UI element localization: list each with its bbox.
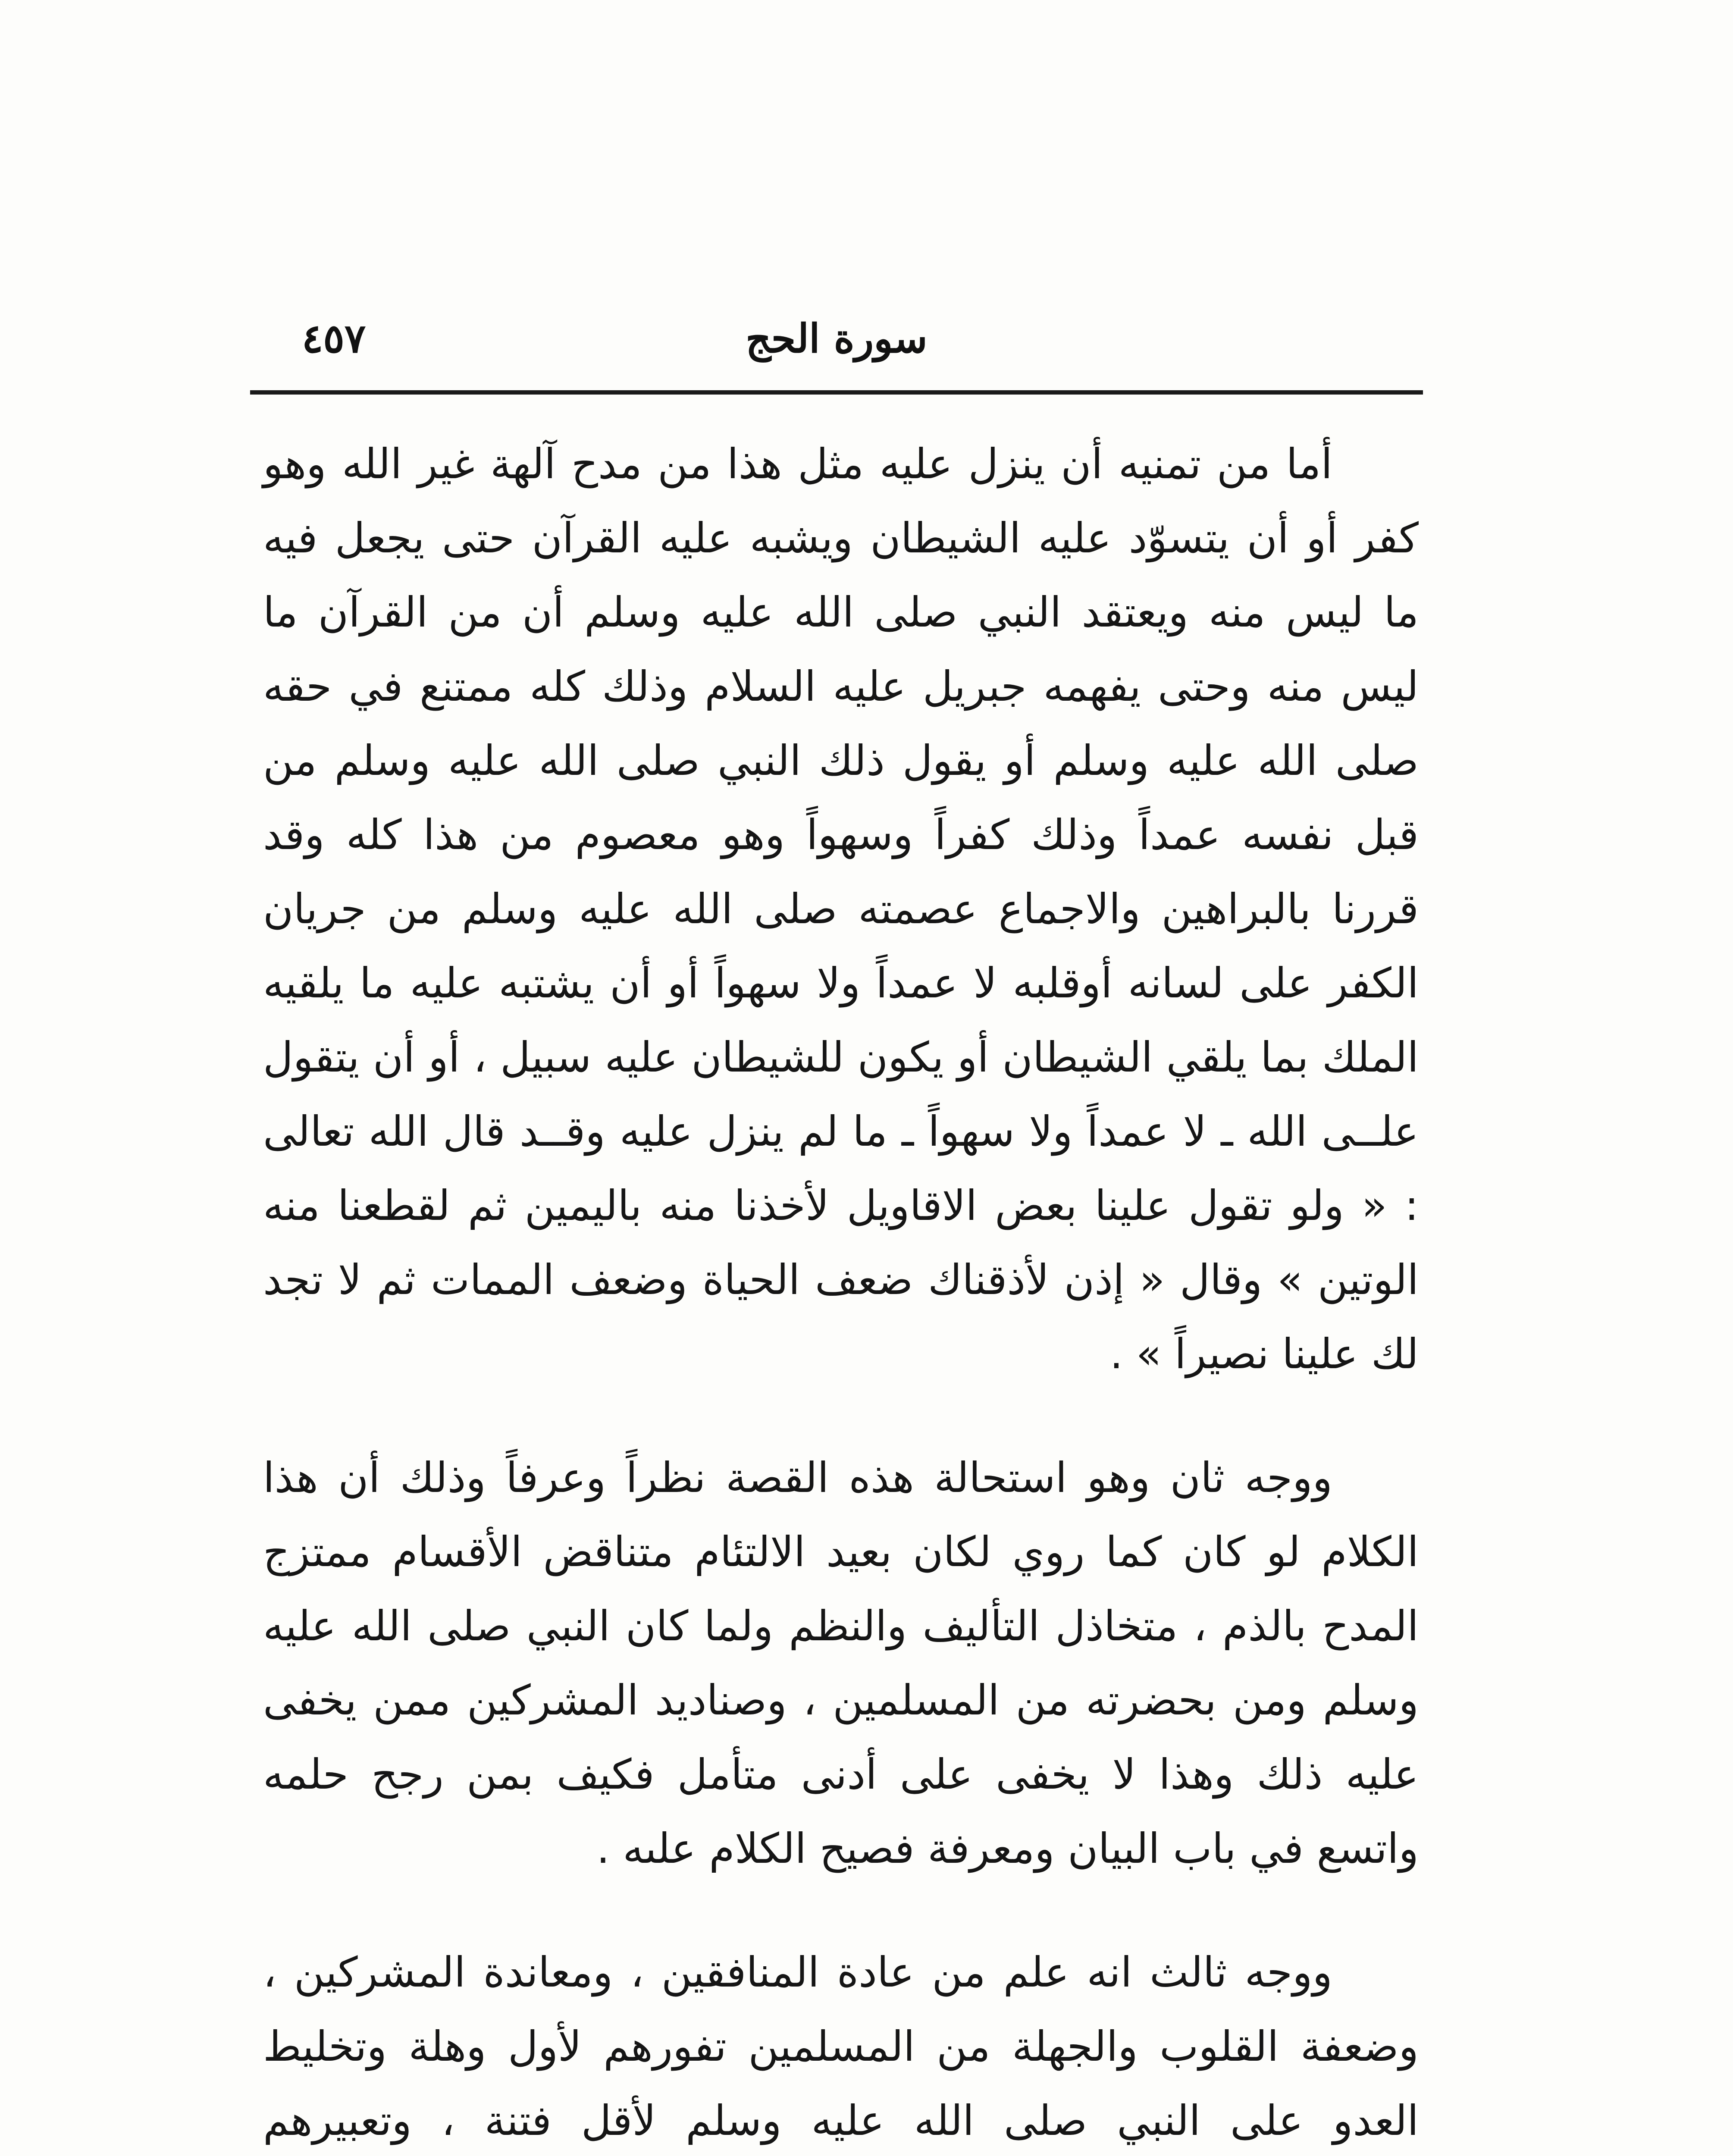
surah-title: سورة الحج [746,315,928,362]
header-rule [250,390,1423,395]
paragraph-2: ووجه ثان وهو استحالة هذه القصة نظراً وعرفاً وذلك أن هذا الكلام لو كان كما روي لكان بعيد الالتئام متناقض الأقسام ممتزج المدح بالذم ، متخاذل التأليف والنظم ولما كان النبي صلى الله عليه وسلم ومن بحضرته من المسلمين ، وصناديد المشركين ممن يخفى عليه ذلك وهذا لا يخفى على أدنى متأمل فكيف بمن رجح حلمه واتسع في باب البيان ومعرفة فصيح الكلام علىه . [263,1454,1419,1873]
paragraph-1: أما من تمنيه أن ينزل عليه مثل هذا من مدح آلهة غير الله وهو كفر أو أن يتسوّد عليه الشيطان ويشبه عليه القرآن حتى يجعل فيه ما ليس منه ويعتقد النبي صلى الله عليه وسلم أن من القرآن ما ليس منه وحتى يفهمه جبريل عليه السلام وذلك كله ممتنع في حقه صلى الله عليه وسلم أو يقول ذلك النبي صلى الله عليه وسلم من قبل نفسه عمداً وذلك كفراً وسهواً وهو معصوم من هذا كله وقد قررنا بالبراهين والاجماع عصمته صلى الله عليه وسلم من جريان الكفر على لسانه أوقلبه لا عمداً ولا سهواً أو أن يشتبه عليه ما يلقيه الملك بما يلقي الشيطان أو يكون للشيطان عليه سبيل ، أو أن يتقول علــى الله ـ لا عمداً ولا سهواً ـ ما لم ينزل عليه وقــد قال الله تعالى : « ولو تقول علينا بعض الاقاويل لأخذنا منه باليمين ثم لقطعنا منه الوتين » وقال « إذن لأذقناك ضعف الحياة وضعف الممات ثم لا تجد لك علينا نصيراً » . [263,440,1419,1378]
paragraph-3: ووجه ثالث انه علم من عادة المنافقين ، ومعاندة المشركين ، وضعفة القلوب والجهلة من المسلمين تفورهم لأول وهلة وتخليط العدو على النبي صلى الله عليه وسلم لأقل فتنة ، وتعبيرهم [263,1948,1419,2145]
page-number: ٤٥٧ [302,315,366,362]
running-head [250,310,1423,375]
body-text [263,427,1419,2156]
